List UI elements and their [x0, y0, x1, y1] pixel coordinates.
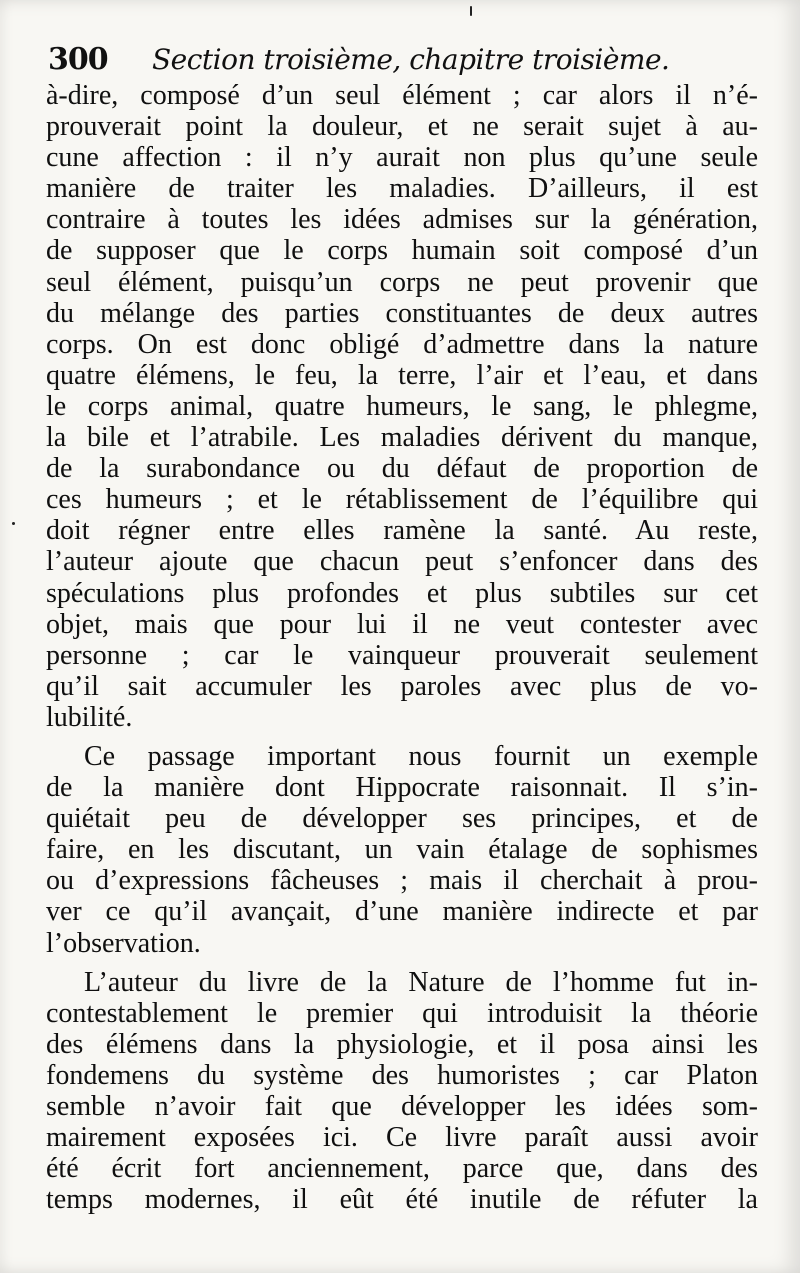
ink-speck	[12, 522, 15, 525]
text-line: faire, en les discutant, un vain étalage de sophismes	[46, 834, 758, 866]
running-header	[48, 38, 768, 86]
ink-speck	[470, 6, 472, 16]
text-line: personne ; car le vainqueur prouverait seulement	[46, 639, 758, 671]
page-number: 300	[48, 42, 108, 77]
text-line: le corps animal, quatre humeurs, le sang, le phlegme,	[46, 390, 758, 422]
text-line: été écrit fort anciennement, parce que, dans des	[46, 1153, 758, 1185]
text-line: ces humeurs ; et le rétablissement de l’équilibre qui	[46, 484, 758, 516]
text-line: prouverait point la douleur, et ne serait sujet à au-	[46, 111, 758, 143]
text-line: quatre élémens, le feu, la terre, l’air et l’eau, et dans	[46, 359, 758, 391]
text-line: Ce passage important nous fournit un exemple	[84, 740, 758, 772]
text-line: l’auteur ajoute que chacun peut s’enfoncer dans des	[46, 546, 758, 578]
text-line: spéculations plus profondes et plus subtiles sur cet	[46, 577, 758, 609]
text-line: de la surabondance ou du défaut de proportion de	[46, 453, 758, 485]
text-line: cune affection : il n’y aurait non plus qu’une seule	[46, 142, 758, 174]
text-line: à-dire, composé d’un seul élément ; car alors il n’é-	[46, 80, 758, 111]
text-line: contraire à toutes les idées admises sur la génération,	[46, 204, 758, 236]
text-line: lubilité.	[46, 701, 133, 733]
running-title: Section troisième, chapitre troisième.	[152, 43, 670, 76]
paragraph	[46, 967, 758, 1216]
text-line: des élémens dans la physiologie, et il posa ainsi les	[46, 1028, 758, 1060]
text-line: qu’il sait accumuler les paroles avec plus de vo-	[46, 670, 758, 702]
body-text	[46, 80, 758, 1215]
text-line: mairement exposées ici. Ce livre paraît aussi avoir	[46, 1122, 758, 1154]
text-line: objet, mais que pour lui il ne veut contester avec	[46, 608, 758, 640]
text-line: ver ce qu’il avançait, d’une manière indirecte et par	[46, 896, 758, 928]
text-line: de la manière dont Hippocrate raisonnait. Il s’in-	[46, 772, 758, 804]
text-line: ou d’expressions fâcheuses ; mais il cherchait à prou-	[46, 865, 758, 897]
text-line: l’observation.	[46, 927, 201, 959]
paragraph	[46, 80, 758, 733]
text-line: fondemens du système des humoristes ; car Platon	[46, 1059, 758, 1091]
text-line: doit régner entre elles ramène la santé. Au reste,	[46, 515, 758, 547]
paragraph	[46, 741, 758, 959]
text-line: la bile et l’atrabile. Les maladies dérivent du manque,	[46, 422, 758, 454]
text-line: contestablement le premier qui introduisit la théorie	[46, 997, 758, 1029]
text-line: manière de traiter les maladies. D’ailleurs, il est	[46, 173, 758, 205]
text-line: du mélange des parties constituantes de deux autres	[46, 297, 758, 329]
text-line: de supposer que le corps humain soit composé d’un	[46, 235, 758, 267]
text-line: corps. On est donc obligé d’admettre dans la nature	[46, 328, 758, 360]
text-line: seul élément, puisqu’un corps ne peut provenir que	[46, 266, 758, 298]
text-line: temps modernes, il eût été inutile de réfuter la	[46, 1184, 758, 1216]
text-line: semble n’avoir fait que développer les idées som-	[46, 1091, 758, 1122]
text-line: L’auteur du livre de la Nature de l’homme fut in-	[84, 966, 758, 998]
text-line: quiétait peu de développer ses principes, et de	[46, 803, 758, 835]
